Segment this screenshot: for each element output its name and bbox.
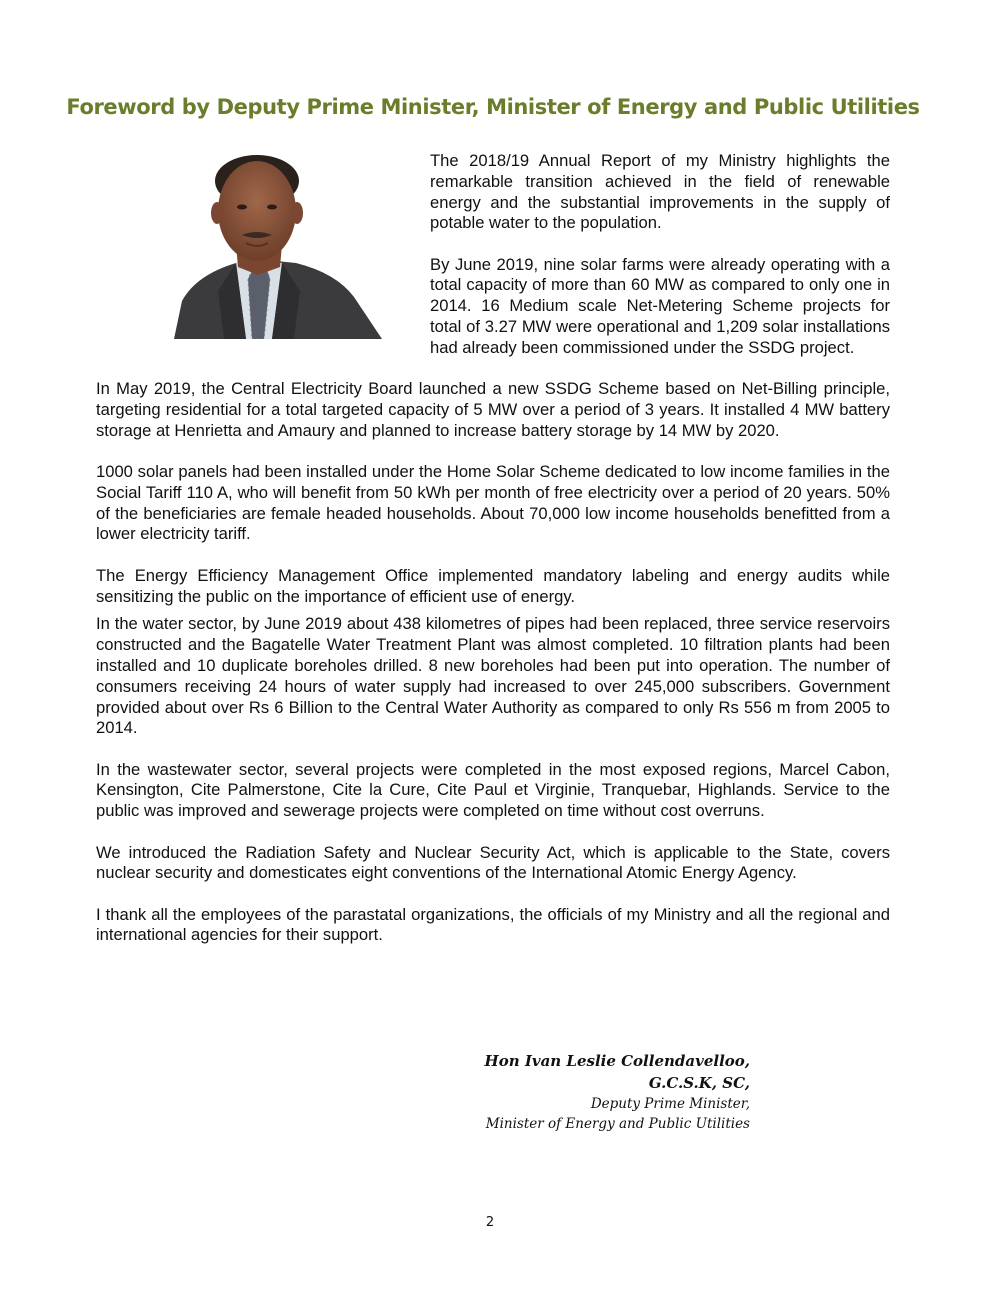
paragraph-intro: The 2018/19 Annual Report of my Ministry highlights the remarkable transition achieved in the field of renewable energy and the substantial improvements in the supply of potable water to the population.: [430, 151, 890, 233]
paragraph-radiation-act: We introduced the Radiation Safety and Nuclear Security Act, which is applicable to the State, covers nuclear security and domesticates eight conventions of the International Atomic Energy Agency.: [96, 842, 890, 883]
paragraph-water-sector: In the water sector, by June 2019 about 438 kilometres of pipes had been replaced, three service reservoirs constructed and the Bagatelle Water Treatment Plant was almost completed. 10 filtration plants had been installed and 10 duplicate boreholes drilled. 8 new boreholes had been put into operation. The number of consumers receiving 24 hours of water supply had increased to over 245,000 subscribers. Government provided about over Rs 6 Billion to the Central Water Authority as compared to only Rs 556 m from 2005 to 2014.: [96, 614, 890, 738]
signatory-name: Hon Ivan Leslie Collendavelloo, G.C.S.K, SC,: [484, 1052, 750, 1092]
page-number: 2: [485, 1215, 495, 1230]
signatory-role-deputy-pm: Deputy Prime Minister,: [590, 1096, 750, 1112]
page-title: Foreword by Deputy Prime Minister, Minister of Energy and Public Utilities: [66, 95, 920, 119]
signatory-role-minister: Minister of Energy and Public Utilities: [485, 1116, 750, 1132]
paragraph-solar-farms: By June 2019, nine solar farms were already operating with a total capacity of more than 60 MW as compared to only one in 2014. 16 Medium scale Net-Metering Scheme projects for total of 3.27 MW were operational and 1,209 solar installations had already been commissioned under the SSDG project.: [430, 254, 890, 357]
paragraph-energy-efficiency: The Energy Efficiency Management Office implemented mandatory labeling and energy audits while sensitizing the public on the importance of efficient use of energy.: [96, 565, 890, 606]
minister-portrait: [96, 151, 430, 339]
paragraph-thanks: I thank all the employees of the parastatal organizations, the officials of my Ministry and all the regional and international agencies for their support.: [96, 904, 890, 945]
signature-block: [420, 1050, 750, 1134]
paragraph-wastewater: In the wastewater sector, several projects were completed in the most exposed regions, Marcel Cabon, Kensington, Cite Palmerstone, Cite la Cure, Cite Paul et Virginie, Tranquebar, Highlands. Service to the public was improved and sewerage projects were completed on time without cost overruns.: [96, 759, 890, 821]
paragraph-ssdg-scheme: In May 2019, the Central Electricity Board launched a new SSDG Scheme based on Net-Billing principle, targeting residential for a total targeted capacity of 5 MW over a period of 3 years. It installed 4 MW battery storage at Henrietta and Amaury and planned to increase battery storage by 14 MW by 2020.: [96, 379, 890, 440]
foreword-body: [96, 151, 890, 967]
paragraph-home-solar: 1000 solar panels had been installed under the Home Solar Scheme dedicated to low income families in the Social Tariff 110 A, who will benefit from 50 kWh per month of free electricity over a period of 20 years. 50% of the beneficiaries are female headed households. About 70,000 low income households benefitted from a lower electricity tariff.: [96, 462, 890, 544]
